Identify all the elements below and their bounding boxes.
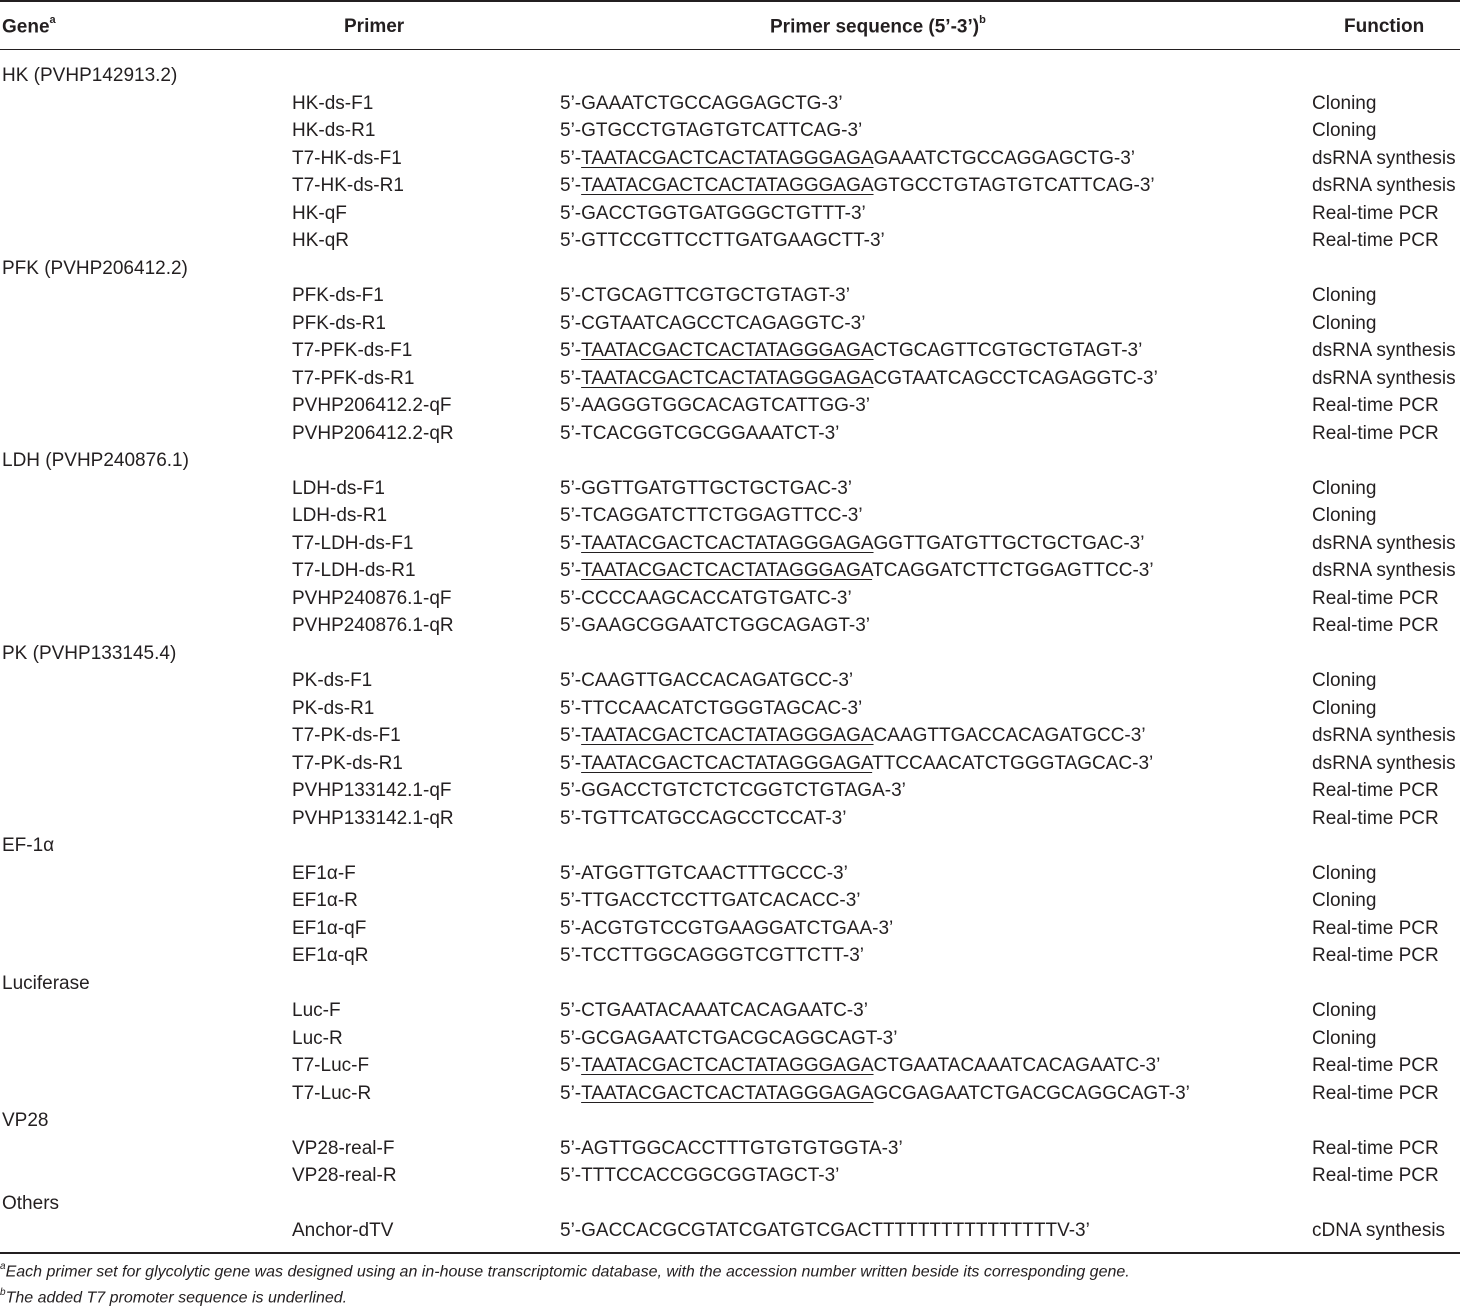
primer-sequence: 5’-CCCCAAGCACCATGTGATC-3’ — [560, 587, 852, 609]
primer-function: Cloning — [1312, 92, 1377, 114]
primer-row — [0, 585, 1460, 613]
primer-row — [0, 805, 1460, 833]
primer-sequence: 5’-TAATACGACTCACTATAGGGAGACGTAATCAGCCTCAGAGGTC-3’ — [560, 367, 1158, 389]
footnote-marker-a: a — [49, 14, 56, 26]
primer-function: Real-time PCR — [1312, 422, 1439, 444]
t7-promoter-underlined: TAATACGACTCACTATAGGGAGA — [581, 1082, 874, 1104]
primer-name: EF1α-F — [292, 862, 356, 884]
primer-sequence: 5’-GCGAGAATCTGACGCAGGCAGT-3’ — [560, 1027, 898, 1049]
primer-sequence: 5’-TCACGGTCGCGGAAATCT-3’ — [560, 422, 840, 444]
primer-name: T7-PFK-ds-F1 — [292, 340, 413, 361]
gene-name: EF-1α — [2, 835, 55, 856]
gene-group-row — [0, 1190, 1460, 1218]
primer-sequence: 5’-TCAGGATCTTCTGGAGTTCC-3’ — [560, 505, 863, 526]
primer-name: HK-ds-F1 — [292, 92, 374, 114]
primer-name: LDH-ds-F1 — [292, 477, 385, 499]
t7-promoter-underlined: TAATACGACTCACTATAGGGAGA — [581, 532, 874, 554]
primer-function: Cloning — [1312, 505, 1377, 526]
primer-name: HK-ds-R1 — [292, 120, 376, 141]
primer-row — [0, 777, 1460, 805]
t7-promoter-underlined: TAATACGACTCACTATAGGGAGA — [581, 1055, 874, 1076]
primer-name: PVHP133142.1-qF — [292, 780, 452, 801]
primer-name: PVHP206412.2-qR — [292, 422, 454, 444]
primer-function: Real-time PCR — [1312, 917, 1439, 939]
primer-name: T7-PFK-ds-R1 — [292, 367, 415, 389]
primer-function: dsRNA synthesis — [1312, 752, 1456, 774]
primer-row — [0, 860, 1460, 888]
primer-function: Real-time PCR — [1312, 615, 1439, 636]
gene-name: Others — [2, 1192, 60, 1214]
gene-name: LDH (PVHP240876.1) — [2, 450, 189, 471]
gene-group-row — [0, 832, 1460, 860]
primer-sequence: 5’-CTGCAGTTCGTGCTGTAGT-3’ — [560, 285, 850, 306]
t7-promoter-underlined: TAATACGACTCACTATAGGGAGA — [581, 725, 874, 746]
primer-row — [0, 1025, 1460, 1053]
primer-row — [0, 392, 1460, 420]
primer-row — [0, 1080, 1460, 1108]
header-sequence: Primer sequence (5’-3’)$^b$ — [770, 14, 986, 38]
primer-row — [0, 722, 1460, 750]
primer-function: cDNA synthesis — [1312, 1220, 1446, 1241]
primer-row — [0, 695, 1460, 723]
primer-sequence: 5’-AGTTGGCACCTTTGTGTGTGGTA-3’ — [560, 1137, 903, 1159]
header-function: Function — [1344, 16, 1425, 37]
primer-sequence: 5’-TTTCCACCGGCGGTAGCT-3’ — [560, 1165, 840, 1186]
primer-name: PVHP240876.1-qR — [292, 615, 454, 636]
t7-promoter-underlined: TAATACGACTCACTATAGGGAGA — [581, 367, 874, 389]
primer-sequence: 5’-TAATACGACTCACTATAGGGAGATCAGGATCTTCTGGAGTTCC-3’ — [560, 560, 1154, 581]
primer-function: dsRNA synthesis — [1312, 725, 1456, 746]
primer-sequence: 5’-CTGAATACAAATCACAGAATC-3’ — [560, 1000, 868, 1021]
primer-sequence: 5’-TGTTCATGCCAGCCTCCAT-3’ — [560, 807, 847, 829]
primer-row — [0, 282, 1460, 310]
table-body — [0, 62, 1460, 1245]
primer-sequence: 5’-ACGTGTCCGTGAAGGATCTGAA-3’ — [560, 917, 894, 939]
primer-row — [0, 1135, 1460, 1163]
primer-sequence: 5’-GAAATCTGCCAGGAGCTG-3’ — [560, 92, 843, 114]
primer-row — [0, 420, 1460, 448]
primer-function: dsRNA synthesis — [1312, 147, 1456, 169]
primer-function: Cloning — [1312, 1000, 1377, 1021]
primer-function: Real-time PCR — [1312, 945, 1439, 966]
primer-sequence: 5’-TAATACGACTCACTATAGGGAGACAAGTTGACCACAGATGCC-3’ — [560, 725, 1146, 746]
gene-name: PFK (PVHP206412.2) — [2, 257, 188, 279]
primer-name: EF1α-R — [292, 890, 358, 911]
primer-row — [0, 557, 1460, 585]
t7-promoter-underlined: TAATACGACTCACTATAGGGAGA — [581, 175, 874, 196]
primer-row — [0, 942, 1460, 970]
primer-row — [0, 1162, 1460, 1190]
primer-row — [0, 612, 1460, 640]
primer-sequence: 5’-CAAGTTGACCACAGATGCC-3’ — [560, 670, 854, 691]
primer-row — [0, 887, 1460, 915]
primer-sequence: 5’-TAATACGACTCACTATAGGGAGAGAAATCTGCCAGGAGCTG-3’ — [560, 147, 1135, 169]
primer-function: dsRNA synthesis — [1312, 175, 1456, 196]
primer-sequence: 5’-TAATACGACTCACTATAGGGAGAGTGCCTGTAGTGTCATTCAG-3’ — [560, 175, 1155, 196]
primer-function: Real-time PCR — [1312, 1165, 1439, 1186]
primer-row — [0, 145, 1460, 173]
t7-promoter-underlined: TAATACGACTCACTATAGGGAGA — [581, 340, 874, 361]
primer-name: T7-PK-ds-R1 — [292, 752, 403, 774]
primer-sequence: 5’-TAATACGACTCACTATAGGGAGAGCGAGAATCTGACGCAGGCAGT-3’ — [560, 1082, 1190, 1104]
primer-row — [0, 502, 1460, 530]
primer-row — [0, 915, 1460, 943]
primer-name: T7-LDH-ds-F1 — [292, 532, 414, 554]
primer-sequence: 5’-TAATACGACTCACTATAGGGAGACTGCAGTTCGTGCTGTAGT-3’ — [560, 340, 1143, 361]
primer-name: T7-Luc-F — [292, 1055, 370, 1076]
primer-function: Real-time PCR — [1312, 1137, 1439, 1159]
primer-sequence: 5’-AAGGGTGGCACAGTCATTGG-3’ — [560, 395, 871, 416]
primer-row — [0, 475, 1460, 503]
primer-row — [0, 172, 1460, 200]
primer-function: Real-time PCR — [1312, 1055, 1439, 1076]
primer-row — [0, 310, 1460, 338]
primer-sequence: 5’-GTTCCGTTCCTTGATGAAGCTT-3’ — [560, 230, 885, 251]
primer-sequence: 5’-GGTTGATGTTGCTGCTGAC-3’ — [560, 477, 853, 499]
primer-row — [0, 667, 1460, 695]
primer-sequence: 5’-TAATACGACTCACTATAGGGAGACTGAATACAAATCACAGAATC-3’ — [560, 1055, 1161, 1076]
gene-group-row — [0, 62, 1460, 90]
primer-function: Real-time PCR — [1312, 1082, 1439, 1104]
primer-sequence: 5’-GACCACGCGTATCGATGTCGACTTTTTTTTTTTTTTTTV-3’ — [560, 1220, 1090, 1241]
primer-name: VP28-real-R — [292, 1165, 397, 1186]
primer-name: PVHP206412.2-qF — [292, 395, 452, 416]
primer-name: PFK-ds-F1 — [292, 285, 384, 306]
primer-sequence: 5’-TAATACGACTCACTATAGGGAGATTCCAACATCTGGGTAGCAC-3’ — [560, 752, 1154, 774]
footnote-marker-b: b — [979, 14, 986, 26]
t7-promoter-underlined: TAATACGACTCACTATAGGGAGA — [581, 560, 873, 581]
primer-row — [0, 1052, 1460, 1080]
table-header — [0, 0, 1460, 50]
primer-sequence: 5’-TTCCAACATCTGGGTAGCAC-3’ — [560, 697, 863, 719]
gene-group-row — [0, 447, 1460, 475]
gene-name: Luciferase — [2, 972, 90, 994]
primer-function: Cloning — [1312, 477, 1377, 499]
primer-function: Real-time PCR — [1312, 395, 1439, 416]
primer-function: Cloning — [1312, 312, 1377, 334]
primer-name: T7-Luc-R — [292, 1082, 372, 1104]
primer-sequence: 5’-ATGGTTGTCAACTTTGCCC-3’ — [560, 862, 848, 884]
primer-sequence: 5’-GACCTGGTGATGGGCTGTTT-3’ — [560, 202, 866, 224]
primer-function: Cloning — [1312, 285, 1377, 306]
primer-sequence: 5’-GGACCTGTCTCTCGGTCTGTAGA-3’ — [560, 780, 906, 801]
primer-row — [0, 200, 1460, 228]
t7-promoter-underlined: TAATACGACTCACTATAGGGAGA — [581, 752, 873, 774]
primer-name: Luc-F — [292, 1000, 341, 1021]
primer-name: PK-ds-R1 — [292, 697, 375, 719]
primer-function: Cloning — [1312, 1027, 1377, 1049]
primer-name: HK-qR — [292, 230, 350, 251]
primer-function: Cloning — [1312, 670, 1377, 691]
primer-name: PFK-ds-R1 — [292, 312, 386, 334]
gene-group-row — [0, 640, 1460, 668]
gene-name: HK (PVHP142913.2) — [2, 65, 178, 86]
primer-function: Cloning — [1312, 697, 1377, 719]
primer-function: Real-time PCR — [1312, 587, 1439, 609]
primer-function: dsRNA synthesis — [1312, 532, 1456, 554]
primer-name: HK-qF — [292, 202, 347, 224]
primer-row — [0, 117, 1460, 145]
primer-function: Cloning — [1312, 890, 1377, 911]
primer-sequence: 5’-TAATACGACTCACTATAGGGAGAGGTTGATGTTGCTGCTGAC-3’ — [560, 532, 1145, 554]
primer-name: PVHP240876.1-qF — [292, 587, 452, 609]
primer-function: dsRNA synthesis — [1312, 560, 1456, 581]
primer-name: LDH-ds-R1 — [292, 505, 388, 526]
primer-name: Luc-R — [292, 1027, 343, 1049]
primer-name: T7-PK-ds-F1 — [292, 725, 401, 746]
gene-group-row — [0, 970, 1460, 998]
primer-row — [0, 90, 1460, 118]
primer-row — [0, 337, 1460, 365]
gene-name: VP28 — [2, 1110, 49, 1131]
primer-sequence: 5’-CGTAATCAGCCTCAGAGGTC-3’ — [560, 312, 866, 334]
primer-function: dsRNA synthesis — [1312, 367, 1456, 389]
primer-function: dsRNA synthesis — [1312, 340, 1456, 361]
primer-row — [0, 227, 1460, 255]
primer-row — [0, 365, 1460, 393]
primer-name: T7-HK-ds-F1 — [292, 147, 402, 169]
primer-name: PK-ds-F1 — [292, 670, 373, 691]
footnote-a: $^a$Each primer set for glycolytic gene was designed using an in-house transcriptomic database, with the accession number written beside its corresponding gene. — [0, 1261, 1130, 1281]
primer-sequence: 5’-TCCTTGGCAGGGTCGTTCTT-3’ — [560, 945, 864, 966]
primer-function: Real-time PCR — [1312, 202, 1439, 224]
primer-name: EF1α-qF — [292, 917, 367, 939]
primer-function: Cloning — [1312, 120, 1377, 141]
primer-name: Anchor-dTV — [292, 1220, 394, 1241]
table-bottom-rule — [0, 1252, 1460, 1254]
primer-function: Cloning — [1312, 862, 1377, 884]
header-primer: Primer — [344, 16, 405, 37]
primer-function: Real-time PCR — [1312, 230, 1439, 251]
primer-row — [0, 1217, 1460, 1245]
primer-name: EF1α-qR — [292, 945, 369, 966]
primer-name: T7-HK-ds-R1 — [292, 175, 404, 196]
primer-name: VP28-real-F — [292, 1137, 395, 1159]
primer-function: Real-time PCR — [1312, 807, 1439, 829]
gene-group-row — [0, 1107, 1460, 1135]
primer-sequence: 5’-TTGACCTCCTTGATCACACC-3’ — [560, 890, 861, 911]
footnote-b: $^b$The added T7 promoter sequence is underlined. — [0, 1287, 348, 1307]
header-gene: Gene$^a$ — [2, 14, 56, 38]
primer-function: Real-time PCR — [1312, 780, 1439, 801]
primer-name: T7-LDH-ds-R1 — [292, 560, 416, 581]
primer-sequence: 5’-GAAGCGGAATCTGGCAGAGT-3’ — [560, 615, 871, 636]
gene-group-row — [0, 255, 1460, 283]
gene-name: PK (PVHP133145.4) — [2, 642, 177, 664]
primer-row — [0, 997, 1460, 1025]
primer-sequence: 5’-GTGCCTGTAGTGTCATTCAG-3’ — [560, 120, 863, 141]
primer-name: PVHP133142.1-qR — [292, 807, 454, 829]
primer-row — [0, 750, 1460, 778]
primer-row — [0, 530, 1460, 558]
t7-promoter-underlined: TAATACGACTCACTATAGGGAGA — [581, 147, 874, 169]
